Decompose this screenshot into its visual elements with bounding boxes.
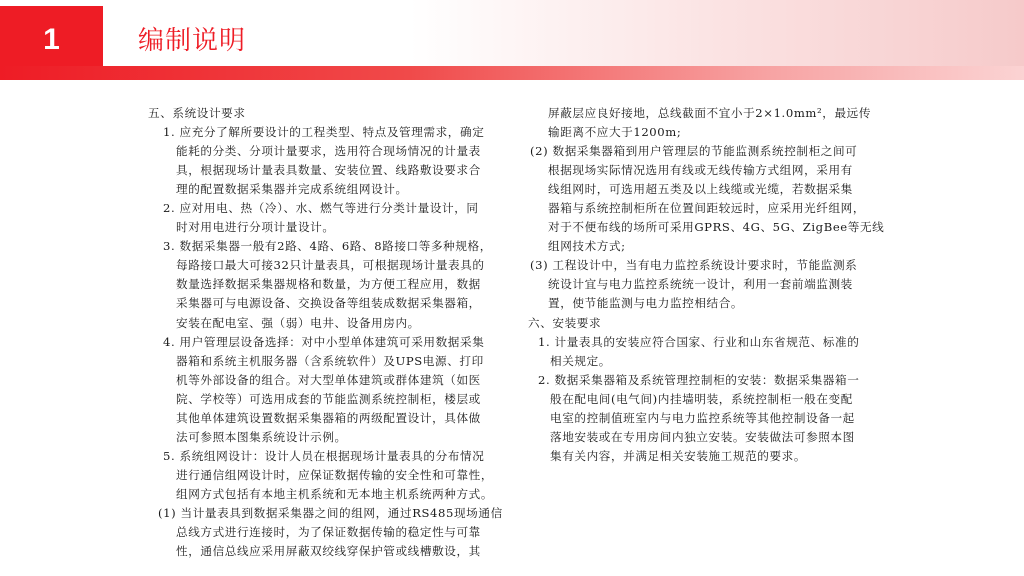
header-red-bar	[0, 66, 1024, 80]
text-line: 根据现场实际情况选用有线或无线传输方式组网，采用有	[548, 163, 853, 178]
text-line: 法可参照本图集系统设计示例。	[176, 429, 347, 444]
text-line: 对于不便布线的场所可采用GPRS、4G、5G、ZigBee等无线	[548, 220, 885, 235]
text-line: 般在配电间(电气间)内挂墙明装，系统控制柜一般在变配	[550, 391, 853, 406]
text-line: 统设计宜与电力监控系统统一设计，利用一套前端监测装	[548, 277, 853, 292]
text-line: 2. 应对用电、热（冷）、水、燃气等进行分类计量设计，同	[163, 201, 479, 216]
section-number-box	[0, 6, 103, 74]
text-line: 时对用电进行分项计量设计。	[176, 220, 335, 235]
text-line: 具，根据现场计量表具数量、安装位置、线路敷设要求合	[176, 163, 481, 178]
text-line: 组网方式包括有本地主机系统和无本地主机系统两种方式。	[176, 486, 494, 501]
text-line: 屏蔽层应良好接地，总线截面不宜小于2×1.0mm²，最远传	[548, 106, 872, 120]
text-line: 落地安装或在专用房间内独立安装。安装做法可参照本图	[550, 429, 855, 444]
text-line: 采集器可与电源设备、交换设备等组装成数据采集器箱，	[176, 296, 481, 311]
text-line: 相关规定。	[550, 353, 611, 368]
text-line: (2) 数据采集器箱到用户管理层的节能监测系统控制柜之间可	[530, 144, 858, 159]
text-line: 其他单体建筑设置数据采集器箱的两级配置设计，具体做	[176, 410, 481, 425]
text-line: 电室的控制值班室内与电力监控系统等其他控制设备一起	[550, 410, 855, 425]
text-line: 院、学校等）可选用成套的节能监测系统控制柜，楼层或	[176, 391, 481, 406]
text-line: 3. 数据采集器一般有2路、4路、6路、8路接口等多种规格，	[163, 239, 492, 254]
text-line: 总线方式进行连接时，为了保证数据传输的稳定性与可靠	[176, 525, 481, 540]
text-line: 组网技术方式;	[548, 239, 626, 254]
section-number: 1	[43, 23, 60, 56]
text-line: 每路接口最大可接32只计量表具，可根据现场计量表具的	[176, 258, 485, 273]
text-line: 1. 计量表具的安装应符合国家、行业和山东省规范、标准的	[538, 334, 860, 349]
text-line: (3) 工程设计中，当有电力监控系统设计要求时，节能监测系	[530, 258, 858, 273]
header-banner	[0, 0, 1024, 80]
text-line: (1) 当计量表具到数据采集器之间的组网，通过RS485现场通信	[158, 505, 503, 520]
text-line: 5. 系统组网设计：设计人员在根据现场计量表具的分布情况	[163, 448, 485, 463]
text-line: 数量选择数据采集器规格和数量，为方便工程应用，数据	[176, 277, 481, 292]
text-line: 输距离不应大于1200m;	[548, 125, 682, 140]
left-text-column	[148, 104, 508, 561]
page-title: 编制说明	[138, 26, 247, 56]
text-line: 1. 应充分了解所要设计的工程类型、特点及管理需求，确定	[163, 125, 485, 140]
text-line: 集有关内容，并满足相关安装施工规范的要求。	[550, 448, 807, 463]
right-text-column	[528, 104, 885, 466]
text-line: 安装在配电室、强（弱）电井、设备用房内。	[176, 315, 420, 330]
text-line: 理的配置数据采集器并完成系统组网设计。	[176, 182, 408, 197]
text-line: 器箱与系统控制柜所在位置间距较远时，应采用光纤组网，	[548, 201, 866, 216]
text-line: 性，通信总线应采用屏蔽双绞线穿保护管或线槽敷设，其	[176, 544, 481, 559]
text-line: 进行通信组网设计时，应保证数据传输的安全性和可靠性，	[176, 467, 494, 482]
text-line: 线组网时，可选用超五类及以上线缆或光缆，若数据采集	[548, 182, 853, 197]
text-line: 六、安装要求	[528, 315, 602, 330]
text-line: 4. 用户管理层设备选择：对中小型单体建筑可采用数据采集	[163, 334, 485, 349]
text-line: 五、系统设计要求	[148, 106, 246, 120]
text-line: 机等外部设备的组合。对大型单体建筑或群体建筑（如医	[176, 372, 481, 387]
text-line: 能耗的分类、分项计量要求，选用符合现场情况的计量表	[176, 144, 481, 159]
text-line: 器箱和系统主机服务器（含系统软件）及UPS电源、打印	[176, 353, 484, 368]
text-line: 2. 数据采集器箱及系统管理控制柜的安装：数据采集器箱一	[538, 372, 860, 387]
text-line: 置，使节能监测与电力监控相结合。	[548, 296, 744, 311]
